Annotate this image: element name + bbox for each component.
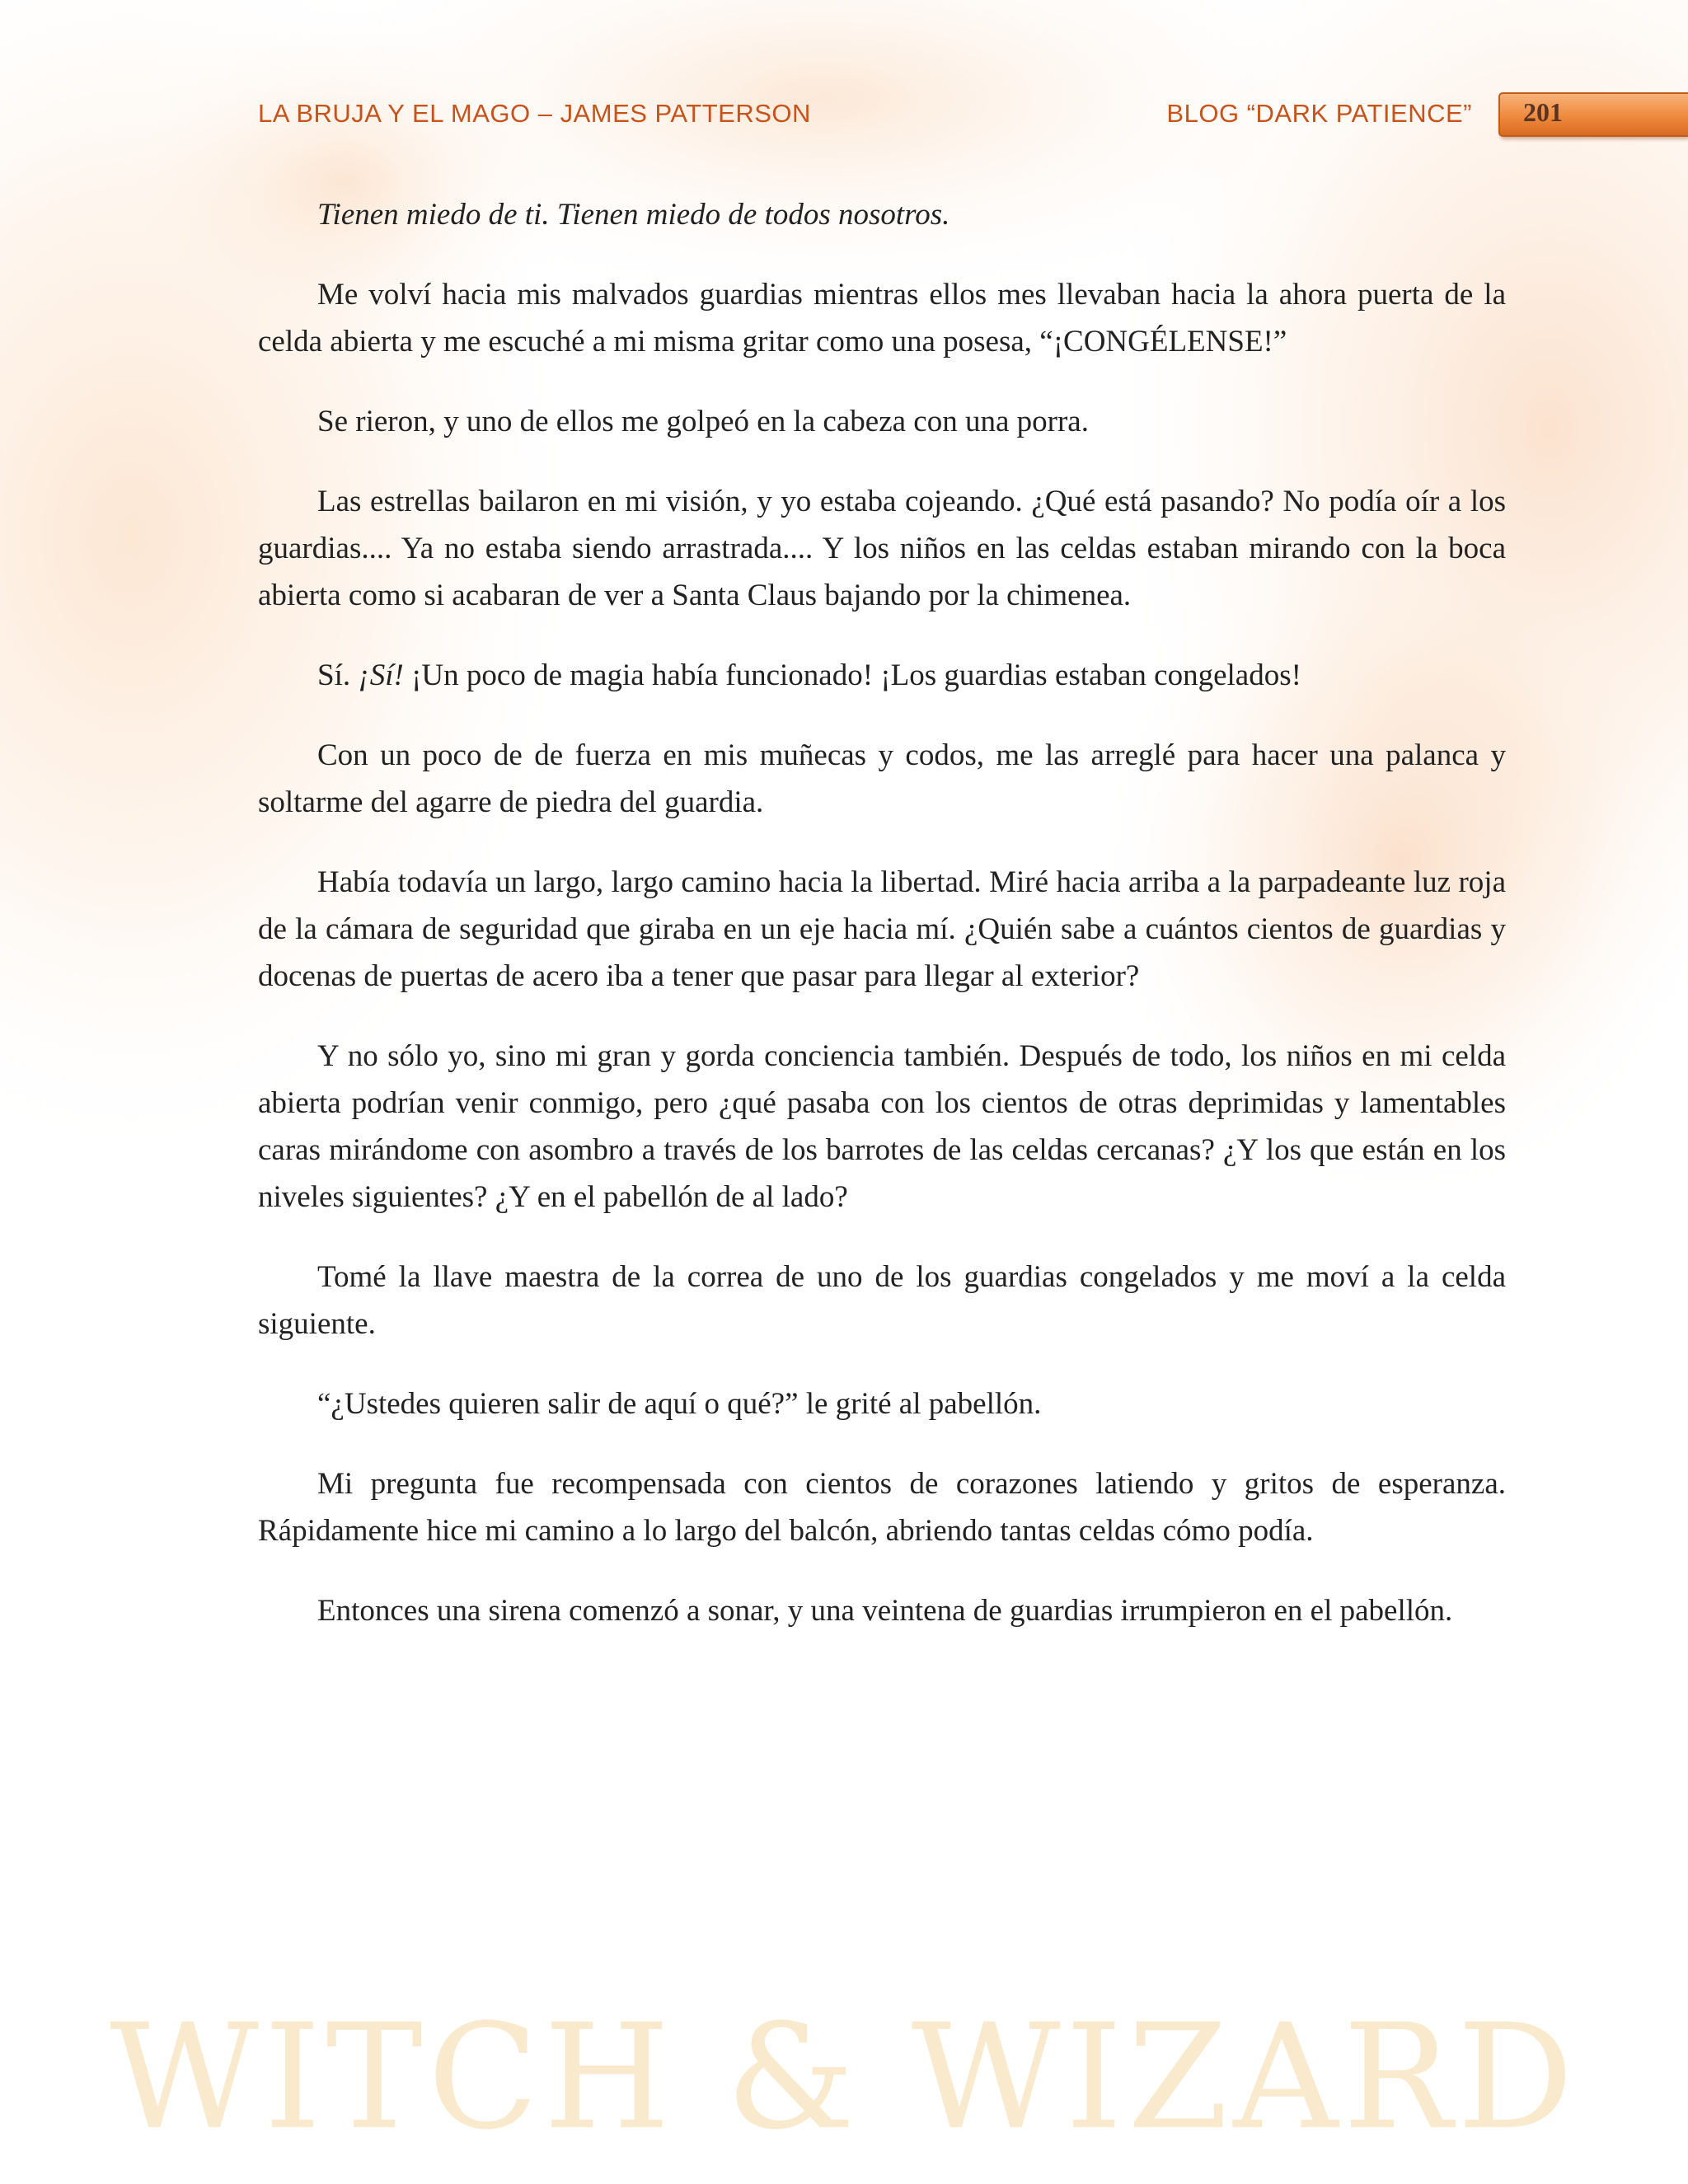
paragraph: Me volví hacia mis malvados guardias mientras ellos mes llevaban hacia la ahora puerta de la celda abierta y me escuché a mi misma gritar como una posesa, “¡CONGÉLENSE!” <box>258 278 1506 359</box>
paragraph: “¿Ustedes quieren salir de aquí o qué?” le grité al pabellón. <box>317 1387 1042 1421</box>
paragraph: Había todavía un largo, largo camino hacia la libertad. Miré hacia arriba a la parpadeante luz roja de la cámara de seguridad que giraba en un eje hacia mí. ¿Quién sabe a cuántos cientos de guardias y docenas de puertas de acero iba a tener que pasar para llegar al exterior? <box>258 865 1506 993</box>
paragraph <box>258 652 1506 699</box>
page-number-tab <box>1498 92 1688 137</box>
paragraph: Y no sólo yo, sino mi gran y gorda conciencia también. Después de todo, los niños en mi celda abierta podrían venir conmigo, pero ¿qué pasaba con los cientos de otras deprimidas y lamentables caras mirándome con asombro a través de los barrotes de las celdas cercanas? ¿Y los que están en los niveles siguientes? ¿Y en el pabellón de al lado? <box>258 1039 1506 1214</box>
paragraph: Tomé la llave maestra de la correa de uno de los guardias congelados y me moví a la celda siguiente. <box>258 1260 1506 1341</box>
running-header-book-title: LA BRUJA Y EL MAGO – JAMES PATTERSON <box>258 99 811 128</box>
running-header-blog-name: BLOG “DARK PATIENCE” <box>1166 99 1472 128</box>
page-number: 201 <box>1523 97 1563 127</box>
paragraph: Entonces una sirena comenzó a sonar, y una veintena de guardias irrumpieron en el pabellón. <box>317 1594 1453 1628</box>
paragraph: Se rieron, y uno de ellos me golpeó en la cabeza con una porra. <box>317 405 1089 438</box>
paragraph-text: Sí. <box>317 658 359 692</box>
paragraph-text: ¡Un poco de magia había funcionado! ¡Los guardias estaban congelados! <box>403 658 1301 692</box>
paragraph: Tienen miedo de ti. Tienen miedo de todos nosotros. <box>317 198 950 232</box>
witch-and-wizard-watermark: WITCH & WIZARD <box>110 1993 1578 2162</box>
emphasis-text: ¡Sí! <box>358 658 404 692</box>
paragraph: Con un poco de de fuerza en mis muñecas y codos, me las arreglé para hacer una palanca y soltarme del agarre de piedra del guardia. <box>258 738 1506 819</box>
paragraph: Las estrellas bailaron en mi visión, y yo estaba cojeando. ¿Qué está pasando? No podía oír a los guardias.... Ya no estaba siendo arrastrada.... Y los niños en las celdas estaban mirando con la boca abierta como si acabaran de ver a Santa Claus bajando por la chimenea. <box>258 485 1506 612</box>
paragraph: Mi pregunta fue recompensada con cientos de corazones latiendo y gritos de esperanza. Rápidamente hice mi camino a lo largo del balcón, abriendo tantas celdas cómo podía. <box>258 1467 1506 1548</box>
page-body <box>258 191 1506 1667</box>
